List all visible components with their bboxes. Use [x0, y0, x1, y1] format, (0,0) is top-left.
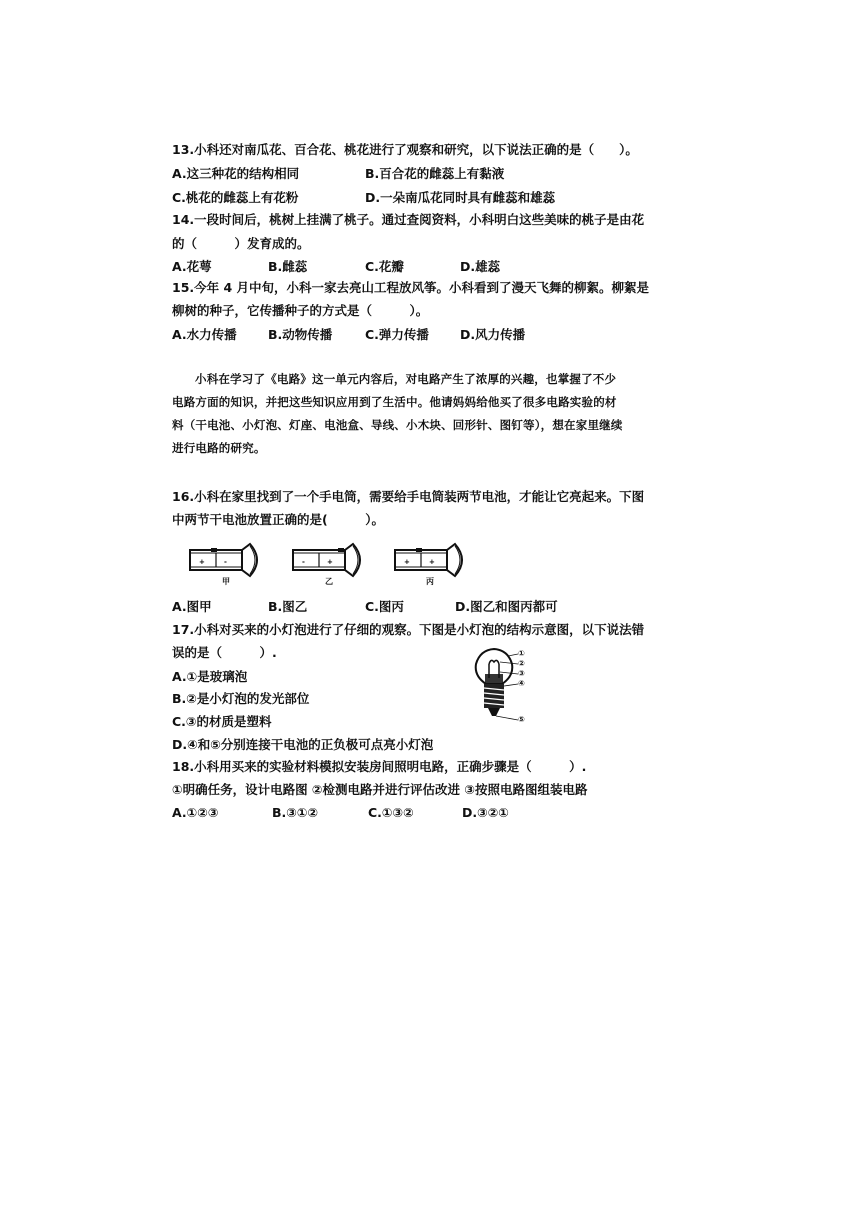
- q14-option-a: A.花萼: [172, 259, 212, 274]
- q14-stem-line2: 的（ ）发育成的。: [172, 236, 310, 251]
- q14-stem-line1: 14.一段时间后，桃树上挂满了桃子。通过查阅资料，小科明白这些美味的桃子是由花: [172, 212, 645, 227]
- svg-text:+: +: [327, 558, 333, 566]
- q18-option-b: B.③①②: [272, 805, 319, 820]
- bulb-callout-2: ②: [518, 659, 525, 668]
- q17-option-a: A.①是玻璃泡: [172, 669, 248, 684]
- svg-text:+: +: [404, 558, 410, 566]
- q14-option-c: C.花瓣: [365, 259, 404, 274]
- q18-option-d: D.③②①: [462, 805, 509, 820]
- q17-stem-line2: 误的是（ ）.: [172, 645, 277, 660]
- q13-option-a: A.这三种花的结构相同: [172, 166, 300, 181]
- q14-option-d: D.雄蕊: [460, 259, 501, 274]
- bulb-base: [484, 684, 504, 716]
- q15-stem-line1: 15.今年 4 月中旬，小科一家去亮山工程放风筝。小科看到了漫天飞舞的柳絮。柳絮是: [172, 280, 650, 295]
- q17-option-d: D.④和⑤分别连接干电池的正负极可点亮小灯泡: [172, 737, 434, 752]
- q15-option-a: A.水力传播: [172, 327, 237, 342]
- q14-option-b: B.雌蕊: [268, 259, 308, 274]
- q16-option-d: D.图乙和图丙都可: [455, 599, 558, 614]
- q15-option-c: C.弹力传播: [365, 327, 429, 342]
- flashlight-yi: [293, 544, 360, 576]
- svg-text:-: -: [224, 558, 227, 566]
- q15-stem-line2: 柳树的种子，它传播种子的方式是（ ）。: [172, 303, 429, 318]
- q18-stem: 18.小科用买来的实验材料模拟安装房间照明电路，正确步骤是（ ）.: [172, 759, 587, 774]
- q17-option-c: C.③的材质是塑料: [172, 714, 272, 729]
- q15-option-b: B.动物传播: [268, 327, 333, 342]
- q16-stem-line2: 中两节干电池放置正确的是( ）。: [172, 512, 384, 527]
- q17-stem-line1: 17.小科对买来的小灯泡进行了仔细的观察。下图是小灯泡的结构示意图，以下说法错: [172, 622, 645, 637]
- fig-label-jia: 甲: [222, 577, 230, 586]
- svg-text:-: -: [302, 558, 305, 566]
- q16-option-b: B.图乙: [268, 599, 308, 614]
- svg-text:+: +: [429, 558, 435, 566]
- bulb-callout-5: ⑤: [518, 715, 525, 724]
- bulb-callout-4: ④: [518, 679, 525, 688]
- q16-stem-line1: 16.小科在家里找到了一个手电筒，需要给手电筒装两节电池，才能让它亮起来。下图: [172, 489, 645, 504]
- q13-stem: 13.小科还对南瓜花、百合花、桃花进行了观察和研究，以下说法正确的是（ ）。: [172, 142, 638, 157]
- fig-label-yi: 乙: [325, 577, 333, 586]
- q13-option-d: D.一朵南瓜花同时具有雌蕊和雄蕊: [365, 190, 556, 205]
- q18-option-a: A.①②③: [172, 805, 219, 820]
- q13-option-c: C.桃花的雌蕊上有花粉: [172, 190, 299, 205]
- flashlight-bing: [395, 544, 462, 576]
- fig-label-bing: 丙: [426, 577, 434, 586]
- bulb-callout-1: ①: [518, 649, 525, 658]
- q13-option-b: B.百合花的雌蕊上有黏液: [365, 166, 505, 181]
- q18-option-c: C.①③②: [368, 805, 414, 820]
- q15-option-d: D.风力传播: [460, 327, 526, 342]
- q18-steps: ①明确任务，设计电路图 ②检测电路并进行评估改进 ③按照电路图组装电路: [172, 782, 588, 797]
- svg-text:+: +: [199, 558, 205, 566]
- circuit-passage: 小科在学习了《电路》这一单元内容后，对电路产生了浓厚的兴趣，也掌握了不少电路方面的知识，并把这些知识应用到了生活中。他请妈妈给他买了很多电路实验的材料（干电池、小灯泡、灯座、电池盒、导线、小木块、回形针、图钉等），想在家里继续进行电路的研究。: [172, 372, 623, 455]
- q16-option-c: C.图丙: [365, 599, 404, 614]
- q16-option-a: A.图甲: [172, 599, 212, 614]
- q17-option-b: B.②是小灯泡的发光部位: [172, 691, 310, 706]
- flashlight-jia: [190, 544, 257, 576]
- bulb-callout-3: ③: [518, 669, 525, 678]
